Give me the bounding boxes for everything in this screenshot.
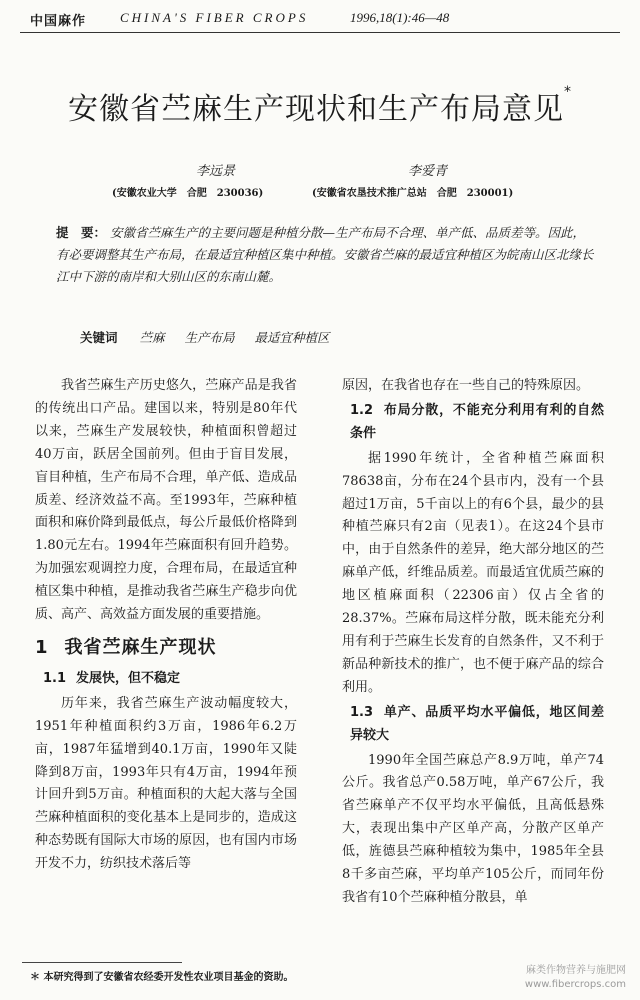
continued-paragraph: 原因，在我省也存在一些自己的特殊原因。 [342,378,590,393]
subsection-1-2-paragraph: 据1990年统计，全省种植苎麻面积78638亩，分布在24个县市内，没有一个县超过1万亩，5千亩以上的有6个县，最少的县种植苎麻只有2亩（见表1）。在这24个县市中，由于自然条件的差异，绝大部分地区的苎麻单产低，纤维品质差。而最适宜优质苎麻的地区植麻面积（22306亩）仅占全省的28.37%。苎麻布局这样分散，既未能充分利用有利于苎麻生长发育的自然条件，又不利于新品种新技术的推广，也不便于麻产品的综合利用。 [342,450,604,695]
subsection-1-1-number: 1.1 [43,670,67,686]
journal-issue: 1996,18(1):46—48 [350,10,450,25]
keyword-3: 最适宜种植区 [254,330,330,345]
subsection-1-3-title: 单产、品质平均水平偏低，地区间差异较大 [350,704,604,743]
journal-name: 中国麻作 [30,14,87,29]
abstract-label: 提 要： [56,225,107,240]
section-1-heading [35,637,297,660]
title-footnote-mark: * [564,84,572,100]
footnote-rule [22,962,182,963]
keywords-label: 关键词 [80,330,118,345]
right-column [342,375,604,910]
keywords [80,328,346,346]
author-1-name: 李远景 [196,164,236,179]
watermark-site-url: www.fibercrops.com [524,979,626,990]
article-title [0,84,640,128]
keyword-1: 苎麻 [139,330,165,345]
subsection-1-1-heading [35,668,297,691]
running-header [20,8,620,33]
site-watermark [525,964,626,992]
subsection-1-2-number: 1.2 [350,402,374,418]
subsection-1-3-heading [342,702,604,748]
subsection-1-2-heading [342,400,604,446]
article-title-text: 安徽省苎麻生产现状和生产布局意见 [68,92,564,127]
watermark-site-name: 麻类作物营养与施肥网 [526,965,626,976]
section-1-number: 1 [35,636,49,658]
subsection-1-3-number: 1.3 [350,704,374,720]
intro-paragraph: 我省苎麻生产历史悠久，苎麻产品是我省的传统出口产品。建国以来，特别是80年代以来，苎麻生产发展较快，种植面积曾超过40万亩，跃居全国前列。但由于盲目发展，盲目种植，生产布局不合理，单产低、造成品质差、经济效益不高。至1993年，苎麻种植面积和麻价降到最低点，每公斤最低价格降到1.80元左右。1994年苎麻面积有回升趋势。为加强宏观调控力度，合理布局，在最适宜种植区集中种植，是推动我省苎麻生产稳步向优质、高产、高效益方面发展的重要措施。 [35,378,297,623]
abstract-text: 安徽省苎麻生产的主要问题是种植分散—生产布局不合理、单产低、品质差等。因此，有必要调整其生产布局，在最适宜种植区集中种植。安徽省苎麻的最适宜种植区为皖南山区北缘长江中下游的南岸和大别山区的东南山麓。 [56,225,594,284]
subsection-1-3-paragraph: 1990年全国苎麻总产8.9万吨，单产74公斤。我省总产0.58万吨，单产67公斤，我省苎麻单产不仅平均水平偏低，且高低悬殊大，表现出集中产区单产高，分散产区单产低，旌德县苎麻种植较为集中，1985年全县8千多亩苎麻，平均单产105公斤，而同年份我省有10个苎麻种植分散县，单 [342,752,604,905]
author-1-affiliation: (安徽农业大学 合肥 230036) [112,188,264,199]
author-2-affiliation: (安徽省农垦技术推广总站 合肥 230001) [312,188,514,199]
abstract [56,222,596,288]
keyword-2: 生产布局 [184,330,235,345]
section-1-title: 我省苎麻生产现状 [64,636,217,658]
author-2-name: 李爱青 [408,164,448,179]
footnote: ＊ 本研究得到了安徽省农经委开发性农业项目基金的资助。 [30,972,294,983]
subsection-1-1-paragraph: 历年来，我省苎麻生产波动幅度较大，1951年种植面积约3万亩，1986年6.2万亩，1987年猛增到40.1万亩，1990年又陡降到8万亩，1993年只有4万亩，1994年预计回升到5万亩。种植面积的大起大落与全国苎麻种植面积的变化基本上是同步的，造成这种态势既有国际大市场的原因，也有国内市场开发不力，纺织技术落后等 [35,695,297,872]
journal-english-name: CHINA'S FIBER CROPS [120,10,309,25]
subsection-1-2-title: 布局分散，不能充分利用有利的自然条件 [350,402,604,441]
subsection-1-1-title: 发展快，但不稳定 [76,670,181,686]
left-column [35,375,297,876]
